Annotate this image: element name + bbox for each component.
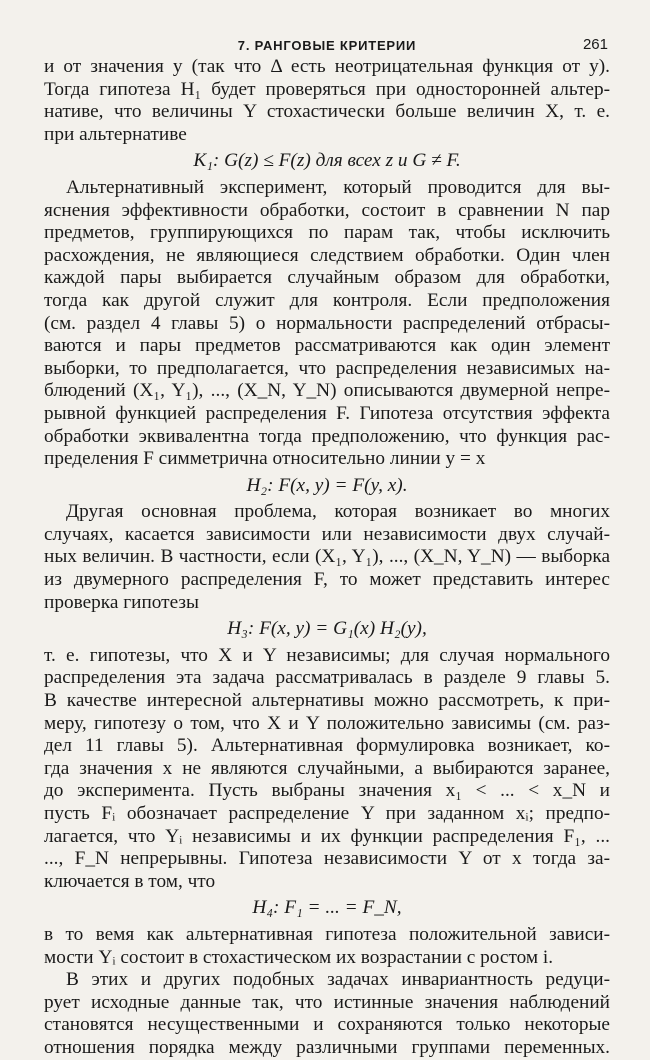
text-line: в то вемя как альтернативная гипотеза положительной зависи- (44, 923, 610, 945)
page-number: 261 (582, 36, 608, 53)
text-line: Тогда гипотеза H₁ будет проверяться при односторонней альтер- (44, 78, 610, 100)
text-line: ваются и пары предметов рассматриваются как один элемент (44, 335, 610, 357)
paragraph (44, 177, 610, 471)
text-line: В этих и других подобных задачах инвариантность редуци- (66, 969, 610, 991)
formula-k1: K₁: G(z) ≤ F(z) для всех z и G ≠ F. (193, 150, 461, 172)
text-line: блюдений (X₁, Y₁), ..., (X_N, Y_N) описываются двумерной непре- (44, 380, 610, 402)
text-line: тогда как другой служит для контроля. Если предположения (44, 289, 610, 311)
page-header (44, 30, 610, 56)
running-head: 7. РАНГОВЫЕ КРИТЕРИИ (237, 38, 417, 53)
text-line: Другая основная проблема, которая возникает во многих (66, 501, 610, 523)
text-line: ключается в том, что (44, 870, 216, 892)
text-line: при альтернативе (44, 123, 187, 145)
text-line: обработки эквивалентна тогда предположению, что функция рас- (44, 425, 610, 447)
text-body (44, 56, 610, 1060)
text-line: каждой пары выбирается случайным образом для обработки, (44, 267, 610, 289)
text-line: ..., F_N непрерывны. Гипотеза независимости Y от x тогда за- (44, 848, 610, 870)
paragraph (44, 924, 610, 969)
text-line: пусть Fᵢ обозначает распределение Y при заданном xᵢ; предпо- (44, 803, 610, 824)
text-line: ных величин. В частности, если (X₁, Y₁), ..., (X_N, Y_N) — выборка (44, 546, 610, 568)
text-line: из двумерного распределения F, то может представить интерес (44, 569, 610, 591)
text-line: отношения порядка между различными группами переменных. (44, 1036, 610, 1058)
text-line: расхождения, не являющиеся следствием обработки. Один член (44, 244, 610, 266)
text-line: меру, гипотезу о том, что X и Y положительно зависимы (см. раз- (44, 712, 610, 734)
text-line: (см. раздел 4 главы 5) о нормальности распределений отбрасы- (44, 312, 610, 334)
paragraph (44, 645, 610, 894)
text-line: гда значения x не являются случайными, а выбираются заранее, (44, 757, 610, 779)
text-line: пределения F симметрична относительно линии y = x (44, 448, 486, 470)
text-line: случаях, касается зависимости или независимости двух случай- (44, 523, 610, 545)
text-line: до эксперимента. Пусть выбраны значения x₁ < ... < x_N и (44, 780, 610, 802)
formula-h2: H₂: F(x, y) = F(y, x). (246, 474, 408, 496)
text-line: Альтернативный эксперимент, который проводится для вы- (66, 176, 610, 198)
text-line: выборки, то предполагается, что распределения независимых на- (44, 357, 610, 379)
paragraph (44, 969, 610, 1059)
text-line: дел 11 главы 5). Альтернативная формулировка возникает, ко- (44, 735, 610, 757)
text-line: мости Yᵢ состоит в стохастическом их возрастании с ростом i. (44, 946, 554, 968)
formula-h3: H₃: F(x, y) = G₁(x) H₂(y), (227, 618, 427, 640)
text-line: рывной функцией распределения F. Гипотеза отсутствия эффекта (44, 402, 610, 424)
paragraph (44, 56, 610, 146)
text-line: лагается, что Yᵢ независимы и их функции распределения F₁, ... (44, 825, 610, 847)
text-line: распределения эта задача рассматривалась в разделе 9 главы 5. (44, 667, 610, 689)
text-line: нативе, что величины Y стохастически больше величин X, т. е. (44, 101, 610, 123)
text-line: предметов, группирующихся по парам так, чтобы исключить (44, 222, 610, 244)
text-line: рует исходные данные так, что истинные значения наблюдений (44, 991, 610, 1013)
text-line: становятся несущественными и сохраняются только некоторые (44, 1014, 610, 1036)
text-line: и от значения y (так что Δ есть неотрицательная функция от y). (44, 56, 610, 77)
paragraph (44, 501, 610, 614)
text-line: проверка гипотезы (44, 591, 199, 613)
text-line: яснения эффективности обработки, состоит в сравнении N пар (44, 199, 610, 221)
formula-h4: H₄: F₁ = ... = F_N, (252, 897, 402, 919)
text-line: В качестве интересной альтернативы можно рассмотреть, к при- (44, 690, 610, 712)
text-line: т. е. гипотезы, что X и Y независимы; для случая нормального (44, 644, 610, 666)
